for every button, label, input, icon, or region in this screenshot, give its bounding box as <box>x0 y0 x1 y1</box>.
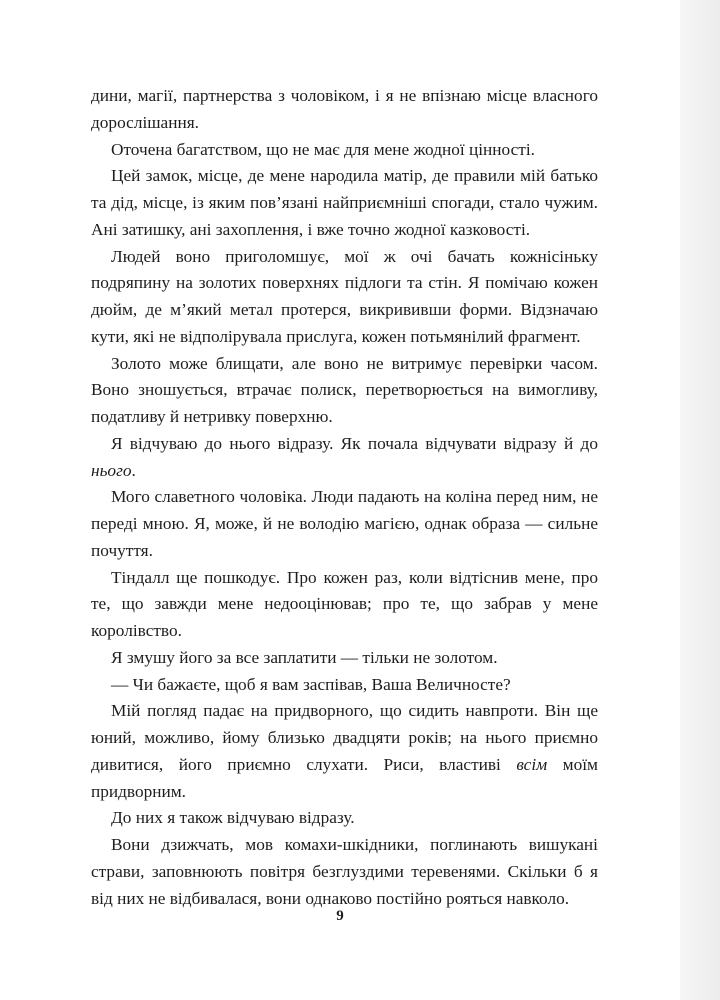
text-run: Цей замок, місце, де мене народила матір, де правили мій батько та дід, місце, із яким пов’язані найприємніші спогади, стало чужим. Ані затишку, ані захоплення, і вже точно жодної казковості. <box>91 166 598 239</box>
text-run: Вони дзижчать, мов комахи-шкідники, поглинають вишукані страви, заповнюють повітря безглуздими теревенями. Скільки б я від них не відбивалася, вони однаково постійно рояться навколо. <box>91 835 598 908</box>
paragraph <box>91 431 598 485</box>
text-run: — Чи бажаєте, щоб я вам заспівав, Ваша Величносте? <box>111 674 511 694</box>
paragraph <box>91 484 598 564</box>
emphasis-text: нього <box>91 460 132 480</box>
paragraph <box>91 137 598 164</box>
body-text <box>91 83 598 912</box>
text-run: Оточена багатством, що не має для мене жодної цінності. <box>111 139 535 159</box>
paragraph <box>91 832 598 912</box>
paragraph <box>91 163 598 243</box>
page-gutter <box>680 0 720 1000</box>
paragraph <box>91 698 598 805</box>
page-number: 9 <box>336 908 344 924</box>
text-run: Людей воно приголомшує, мої ж очі бачать кожнісіньку подряпину на золотих поверхнях підлоги та стін. Я помічаю кожен дюйм, де м’який метал протерся, викрививши форми. Відзначаю кути, які не відполірувала прислуга, кожен потьмянілий фрагмент. <box>91 246 598 346</box>
paragraph <box>91 805 598 832</box>
text-run: Тіндалл ще пошкодує. Про кожен раз, коли відтіснив мене, про те, що завжди мене недооцінював; про те, що забрав у мене королівство. <box>91 567 598 640</box>
text-run: моїм придворним. <box>91 754 598 801</box>
text-run: Золото може блищати, але воно не витримує перевірки часом. Воно зношується, втрачає полиск, перетворюється на вимогливу, податливу й нетривку поверхню. <box>91 353 598 426</box>
text-run: До них я також відчуваю відразу. <box>111 808 355 828</box>
text-run: Я відчуваю до нього відразу. Як почала відчувати відразу й до <box>111 433 598 453</box>
paragraph <box>91 351 598 431</box>
paragraph <box>91 672 598 699</box>
emphasis-text: всім <box>516 754 548 774</box>
paragraph <box>91 645 598 672</box>
paragraph <box>91 83 598 137</box>
paragraph <box>91 565 598 645</box>
text-run: Мій погляд падає на придворного, що сидить навпроти. Він ще юний, можливо, йому близько двадцяти років; на нього приємно дивитися, його приємно слухати. Риси, властиві <box>91 701 598 774</box>
text-run: дини, магії, партнерства з чоловіком, і я не впізнаю місце власного дорослішання. <box>91 86 598 132</box>
text-run: Мого славетного чоловіка. Люди падають на коліна перед ним, не переді мною. Я, може, й не володію магією, однак образа — сильне почуття. <box>91 487 598 560</box>
paragraph <box>91 244 598 351</box>
text-run: . <box>131 460 136 480</box>
text-run: Я змушу його за все заплатити — тільки не золотом. <box>111 647 498 667</box>
